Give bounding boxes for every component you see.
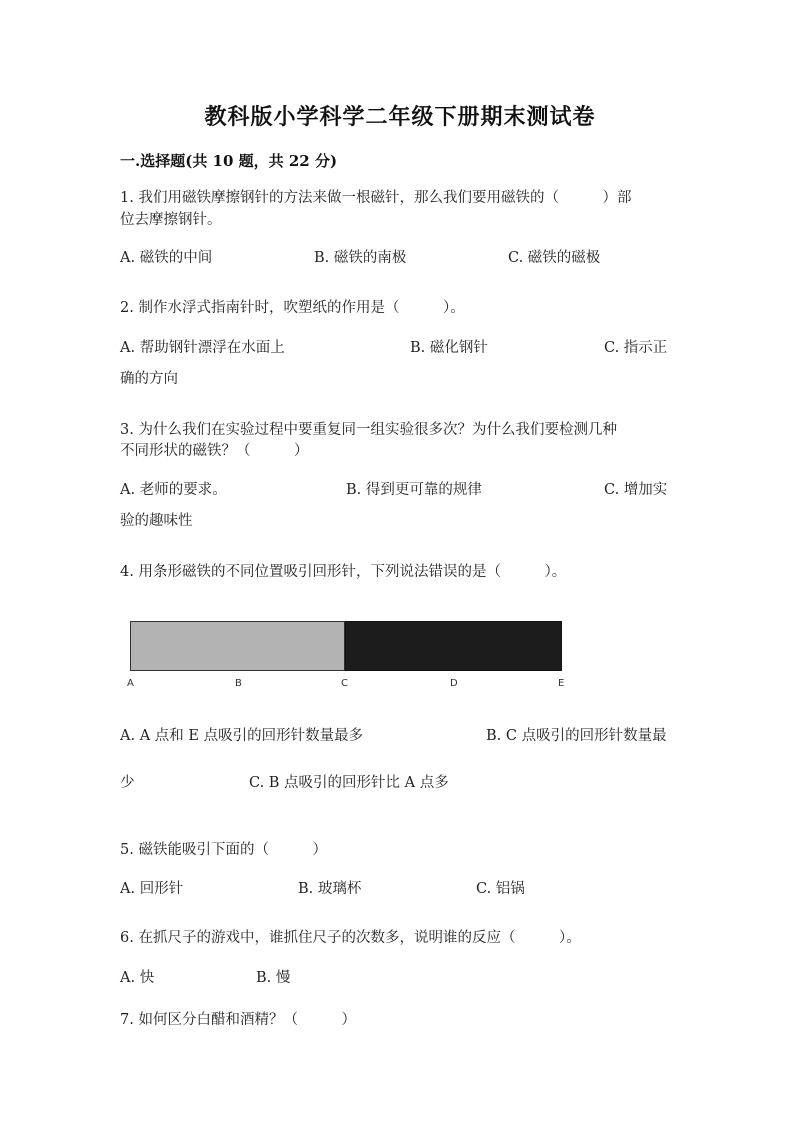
question-4-option-c: C. B 点吸引的回形针比 A 点多 — [249, 775, 449, 791]
question-2-option-c-continued: 确的方向 — [120, 371, 178, 387]
question-1-option-c: C. 磁铁的磁极 — [508, 250, 601, 266]
magnet-label-c: C — [341, 678, 348, 689]
magnet-label-b: B — [235, 678, 242, 689]
page-title: 教科版小学科学二年级下册期末测试卷 — [204, 104, 596, 130]
question-2-option-b: B. 磁化钢针 — [410, 340, 488, 356]
question-5-option-b: B. 玻璃杯 — [298, 881, 362, 897]
question-1-text-line-2: 位去摩擦钢针。 — [120, 212, 222, 228]
question-6-option-b: B. 慢 — [256, 970, 291, 986]
question-4-option-a: A. A 点和 E 点吸引的回形针数量最多 — [120, 728, 364, 744]
question-6-option-a: A. 快 — [120, 970, 155, 986]
question-5-text: 5. 磁铁能吸引下面的（ ） — [120, 842, 327, 858]
question-5-option-a: A. 回形针 — [120, 881, 184, 897]
question-3-option-b: B. 得到更可靠的规律 — [346, 482, 482, 498]
magnet-label-e: E — [558, 678, 565, 689]
section-heading: 一.选择题(共 10 题，共 22 分) — [120, 152, 338, 170]
question-3-text-line-1: 3. 为什么我们在实验过程中要重复同一组实验很多次？为什么我们要检测几种 — [120, 422, 617, 438]
question-1-text-line-1: 1. 我们用磁铁摩擦钢针的方法来做一根磁针，那么我们要用磁铁的（ ）部 — [120, 190, 632, 206]
question-2-text: 2. 制作水浮式指南针时，吹塑纸的作用是（ ）。 — [120, 300, 465, 316]
question-3-option-c: C. 增加实 — [604, 482, 668, 498]
question-1-option-a: A. 磁铁的中间 — [120, 250, 213, 266]
question-4-option-b-continued: 少 — [120, 775, 135, 791]
question-2-option-a: A. 帮助钢针漂浮在水面上 — [120, 340, 285, 356]
question-6-text: 6. 在抓尺子的游戏中，谁抓住尺子的次数多，说明谁的反应（ ）。 — [120, 930, 581, 946]
question-4-option-b: B. C 点吸引的回形针数量最 — [486, 728, 667, 744]
bar-magnet-diagram — [130, 621, 562, 673]
question-1-option-b: B. 磁铁的南极 — [314, 250, 407, 266]
question-3-option-c-continued: 验的趣味性 — [120, 513, 193, 529]
question-3-option-a: A. 老师的要求。 — [120, 482, 227, 498]
magnet-left-half — [130, 621, 345, 671]
question-7-text: 7. 如何区分白醋和酒精？（ ） — [120, 1012, 356, 1028]
magnet-right-half — [345, 621, 562, 671]
magnet-label-a: A — [127, 678, 134, 689]
question-3-text-line-2: 不同形状的磁铁？（ ） — [120, 443, 309, 459]
question-4-text: 4. 用条形磁铁的不同位置吸引回形针，下列说法错误的是（ ）。 — [120, 564, 567, 580]
question-2-option-c: C. 指示正 — [604, 340, 668, 356]
magnet-label-d: D — [450, 678, 458, 689]
question-5-option-c: C. 铝锅 — [476, 881, 525, 897]
